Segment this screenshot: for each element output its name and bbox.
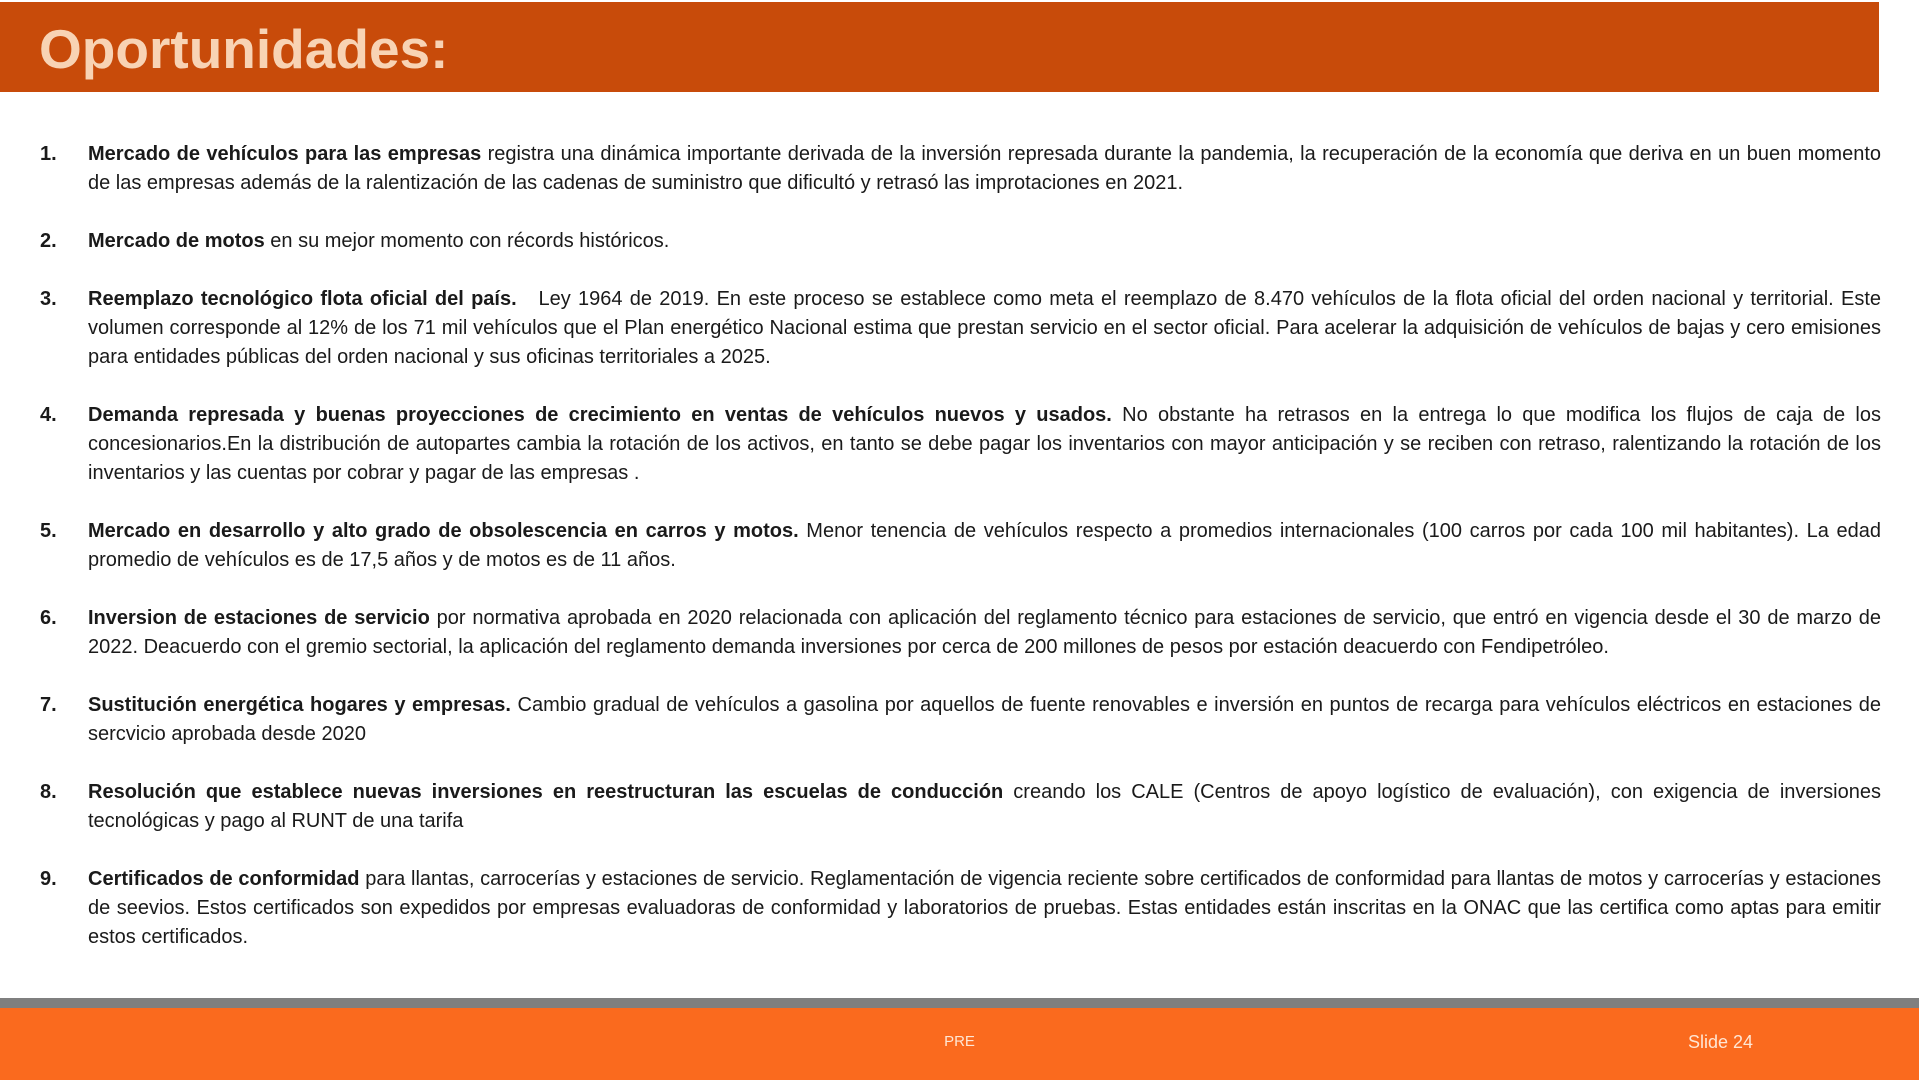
item-body bbox=[88, 778, 1881, 836]
footer-bar bbox=[0, 1008, 1919, 1080]
item-description: Menor tenencia de vehículos respecto a promedios internacionales (100 carros por cada 100 mil habitantes). La edad promedio de vehículos es de 17,5 años y de motos es de 11 años. bbox=[88, 520, 1881, 571]
list-item bbox=[0, 140, 1919, 198]
item-number: 1. bbox=[40, 143, 57, 165]
item-heading: Mercado en desarrollo y alto grado de obsolescencia en carros y motos. bbox=[88, 520, 799, 542]
footer-divider bbox=[0, 998, 1919, 1008]
item-body bbox=[88, 285, 1887, 372]
footer-label: PRE bbox=[944, 1033, 975, 1050]
item-heading: Resolución que establece nuevas inversiones en reestructuran las escuelas de conducción bbox=[88, 781, 1004, 803]
list-item bbox=[0, 517, 1919, 575]
item-description: en su mejor momento con récords históricos. bbox=[264, 230, 670, 252]
item-body bbox=[88, 691, 1881, 749]
item-heading: Demanda represada y buenas proyecciones de crecimiento en ventas de vehículos nuevos y usados. bbox=[88, 404, 1112, 426]
item-heading: Mercado de vehículos para las empresas bbox=[88, 143, 482, 165]
item-heading: Reemplazo tecnológico flota oficial del país. bbox=[88, 288, 517, 310]
item-description: por normativa aprobada en 2020 relacionada con aplicación del reglamento técnico para estaciones de servicio, que entró en vigencia desde el 30 de marzo de 2022. Deacuerdo con el gremio sectorial, la aplicación del reglamento demanda inversiones por cerca de 200 millones de pesos por estación deacuerdo con Fendipetróleo. bbox=[88, 607, 1881, 658]
item-body bbox=[88, 227, 1881, 256]
item-number: 9. bbox=[40, 868, 57, 890]
item-body bbox=[88, 517, 1881, 575]
opportunities-list bbox=[0, 140, 1919, 981]
item-description: Ley 1964 de 2019. En este proceso se establece como meta el reemplazo de 8.470 vehículos de la flota oficial del orden nacional y territorial. Este volumen corresponde al 12% de los 71 mil vehículos que el Plan energético Nacional estima que prestan servicio en el sector oficial. Para acelerar la adquisición de vehículos de bajas y cero emisiones para entidades públicas del orden nacional y sus oficinas territoriales a 2025. bbox=[88, 288, 1887, 368]
item-heading: Sustitución energética hogares y empresas. bbox=[88, 694, 511, 716]
slide-number: Slide 24 bbox=[1688, 1032, 1754, 1052]
item-number: 3. bbox=[40, 288, 57, 310]
title-bar bbox=[0, 2, 1879, 92]
list-item bbox=[0, 604, 1919, 662]
item-heading: Inversion de estaciones de servicio bbox=[88, 607, 430, 629]
item-description: Cambio gradual de vehículos a gasolina por aquellos de fuente renovables e inversión en puntos de recarga para vehículos eléctricos en estaciones de sercvicio aprobada desde 2020 bbox=[88, 694, 1881, 745]
list-item bbox=[0, 865, 1919, 952]
list-item bbox=[0, 691, 1919, 749]
item-number: 2. bbox=[40, 230, 57, 252]
item-description: No obstante ha retrasos en la entrega lo que modifica los flujos de caja de los concesionarios.En la distribución de autopartes cambia la rotación de los activos, en tanto se debe pagar los inventarios con mayor anticipación y se reciben con retraso, ralentizando la rotación de los inventarios y las cuentas por cobrar y pagar de las empresas . bbox=[88, 404, 1881, 484]
item-description: creando los CALE (Centros de apoyo logístico de evaluación), con exigencia de inversiones tecnológicas y pago al RUNT de una tarifa bbox=[88, 781, 1881, 832]
list-item bbox=[0, 227, 1919, 256]
item-number: 4. bbox=[40, 404, 57, 426]
item-number: 5. bbox=[40, 520, 57, 542]
item-body bbox=[88, 604, 1881, 662]
item-description: registra una dinámica importante derivada de la inversión represada durante la pandemia, la recuperación de la economía que deriva en un buen momento de las empresas además de la ralentización de las cadenas de suministro que dificultó y retrasó las improtaciones en 2021. bbox=[88, 143, 1881, 194]
list-item bbox=[0, 285, 1919, 372]
item-number: 8. bbox=[40, 781, 57, 803]
item-body bbox=[88, 401, 1881, 488]
slide-title: Oportunidades: bbox=[39, 18, 449, 80]
list-item bbox=[0, 778, 1919, 836]
item-body bbox=[88, 140, 1881, 198]
item-heading: Mercado de motos bbox=[88, 230, 265, 252]
item-heading: Certificados de conformidad bbox=[88, 868, 360, 890]
item-number: 6. bbox=[40, 607, 57, 629]
item-description: para llantas, carrocerías y estaciones de servicio. Reglamentación de vigencia reciente sobre certificados de conformidad para llantas de motos y carrocerías y estaciones de seevios. Estos certificados son expedidos por empresas evaluadoras de conformidad y laboratorios de pruebas. Estas entidades están inscritas en la ONAC que las certifica como aptas para emitir estos certificados. bbox=[88, 868, 1882, 948]
list-item bbox=[0, 401, 1919, 488]
item-number: 7. bbox=[40, 694, 57, 716]
item-body bbox=[88, 865, 1881, 952]
